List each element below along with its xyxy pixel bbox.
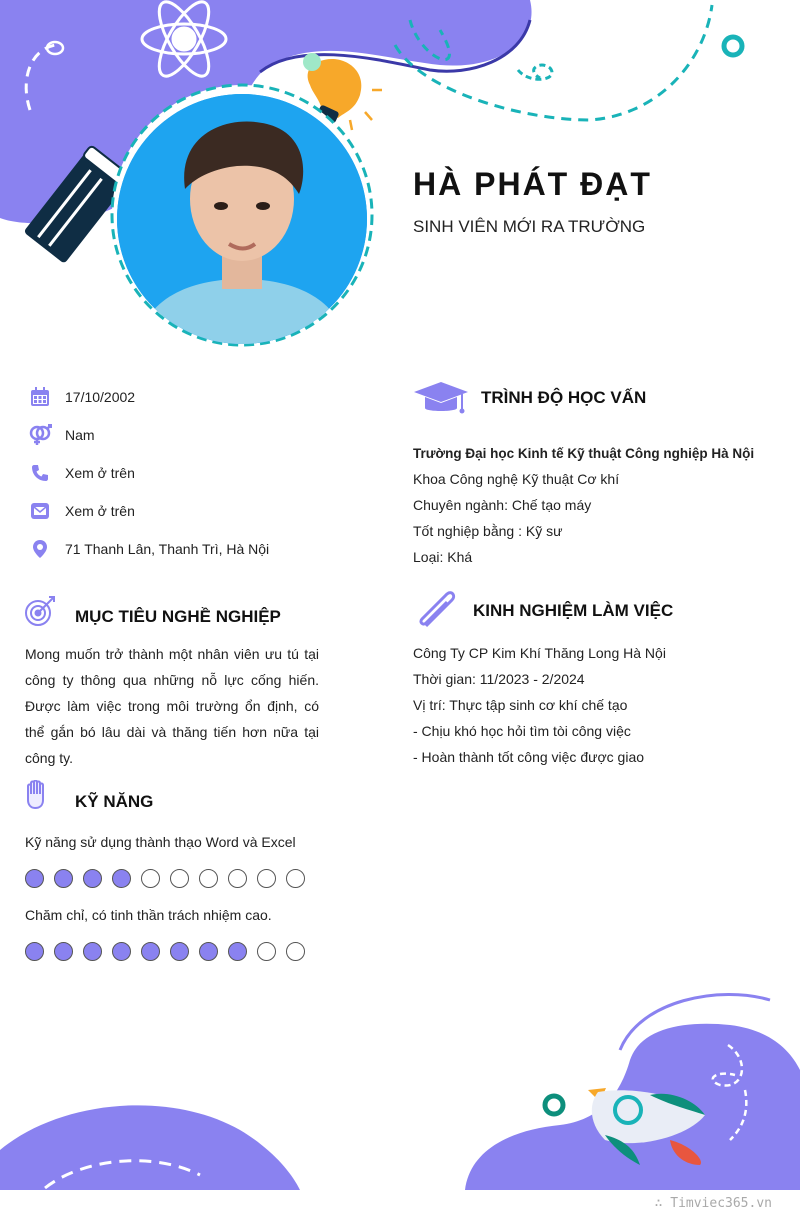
profile-photo: [117, 94, 367, 344]
contact-address: [28, 537, 270, 561]
phone-text: Xem ở trên: [65, 465, 135, 481]
rating-dot-filled: [199, 942, 218, 961]
rating-dot-filled: [83, 942, 102, 961]
contact-phone: [28, 461, 135, 485]
rating-dot-empty: [170, 869, 189, 888]
rating-dot-filled: [228, 942, 247, 961]
skill-1-label: Kỹ năng sử dụng thành thạo Word và Excel: [25, 834, 296, 850]
candidate-name: HÀ PHÁT ĐẠT: [413, 166, 652, 202]
address-text: 71 Thanh Lân, Thanh Trì, Hà Nội: [65, 541, 270, 557]
gender-icon: [28, 423, 52, 447]
rating-dot-filled: [112, 869, 131, 888]
email-icon: [28, 499, 52, 523]
experience-line: - Hoàn thành tốt công việc được giao: [413, 749, 645, 765]
watermark: ∴ Timviec365.vn: [654, 1196, 772, 1211]
education-line: Khoa Công nghệ Kỹ thuật Cơ khí: [413, 471, 620, 487]
rating-dot-empty: [199, 869, 218, 888]
experience-line: Vị trí: Thực tập sinh cơ khí chế tạo: [413, 697, 628, 713]
skills-title: KỸ NĂNG: [75, 792, 154, 811]
contact-email: [28, 499, 135, 523]
birthdate-text: 17/10/2002: [65, 389, 136, 405]
graduation-cap-icon: [414, 382, 468, 419]
rating-dot-filled: [25, 942, 44, 961]
experience-title: KINH NGHIỆM LÀM VIỆC: [473, 601, 674, 620]
skill-2-label: Chăm chỉ, có tinh thần trách nhiệm cao.: [25, 907, 272, 923]
objective-title: MỤC TIÊU NGHỀ NGHIỆP: [75, 607, 281, 626]
education-line: Loại: Khá: [413, 549, 473, 565]
experience-line: - Chịu khó học hỏi tìm tòi công việc: [413, 723, 631, 739]
calendar-icon: [28, 385, 52, 409]
rating-dot-filled: [25, 869, 44, 888]
experience-line: Công Ty CP Kim Khí Thăng Long Hà Nội: [413, 645, 666, 661]
rating-dot-empty: [286, 942, 305, 961]
rating-dot-empty: [228, 869, 247, 888]
rating-dot-empty: [257, 942, 276, 961]
education-school: Trường Đại học Kinh tế Kỹ thuật Công nghiệp Hà Nội: [413, 446, 755, 461]
phone-icon: [28, 461, 52, 485]
objective-text: Mong muốn trở thành một nhân viên ưu tú tại công ty thông qua những nỗ lực cống hiến. Được làm việc trong môi trường ổn định, có thể gắn bó lâu dài và thăng tiến hơn nữa tại công ty.: [25, 646, 319, 766]
gender-text: Nam: [65, 427, 95, 443]
rating-dot-filled: [141, 942, 160, 961]
rating-dot-empty: [141, 869, 160, 888]
location-icon: [28, 537, 52, 561]
contact-gender: [28, 423, 95, 447]
email-text: Xem ở trên: [65, 503, 135, 519]
rating-dot-filled: [54, 942, 73, 961]
avatar-illustration: [117, 94, 367, 344]
rating-dot-filled: [170, 942, 189, 961]
education-line: Chuyên ngành: Chế tạo máy: [413, 497, 592, 513]
education-title: TRÌNH ĐỘ HỌC VẤN: [481, 388, 647, 407]
education-line: Tốt nghiệp bằng : Kỹ sư: [413, 523, 563, 539]
skill-2-rating: [25, 942, 315, 961]
experience-line: Thời gian: 11/2023 - 2/2024: [413, 671, 585, 687]
rating-dot-filled: [112, 942, 131, 961]
rating-dot-empty: [286, 869, 305, 888]
candidate-title: SINH VIÊN MỚI RA TRƯỜNG: [413, 217, 646, 236]
rating-dot-filled: [83, 869, 102, 888]
skill-1-rating: [25, 869, 315, 888]
rating-dot-empty: [257, 869, 276, 888]
target-icon: [24, 595, 58, 634]
hand-icon: [25, 780, 47, 815]
rating-dot-filled: [54, 869, 73, 888]
paperclip-icon: [414, 590, 458, 635]
contact-birthdate: [28, 385, 136, 409]
